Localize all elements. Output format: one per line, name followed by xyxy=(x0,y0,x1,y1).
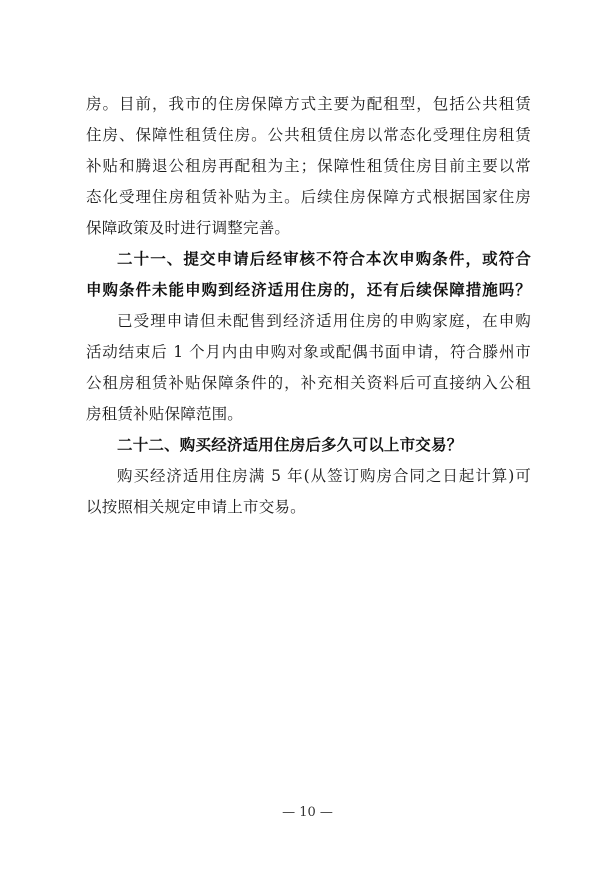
body-text-line: 活动结束后 1 个月内由申购对象或配偶书面申请，符合滕州市 xyxy=(86,343,531,361)
body-text-line: 购买经济适用住房满 5 年(从签订购房合同之日起计算)可 xyxy=(117,467,531,485)
section-heading: 申购条件未能申购到经济适用住房的，还有后续保障措施吗？ xyxy=(86,281,531,299)
body-text-line: 以按照相关规定申请上市交易。 xyxy=(86,498,306,516)
body-text-line: 房。目前，我市的住房保障方式主要为配租型，包括公共租赁 xyxy=(86,95,531,113)
section-heading: 二十二、购买经济适用住房后多久可以上市交易？ xyxy=(117,436,463,454)
body-text-line: 公租房租赁补贴保障条件的，补充相关资料后可直接纳入公租 xyxy=(86,374,531,392)
page-number: — 10 — xyxy=(282,805,333,820)
section-heading: 二十一、提交申请后经审核不符合本次申购条件，或符合 xyxy=(117,250,531,268)
body-text-line: 态化受理住房租赁补贴为主。后续住房保障方式根据国家住房 xyxy=(86,188,531,206)
body-text-line: 已受理申请但未配售到经济适用住房的申购家庭，在申购 xyxy=(117,312,531,330)
body-text-line: 补贴和腾退公租房再配租为主；保障性租赁住房目前主要以常 xyxy=(86,157,531,175)
body-text-line: 住房、保障性租赁住房。公共租赁住房以常态化受理住房租赁 xyxy=(86,126,531,144)
body-text-line: 保障政策及时进行调整完善。 xyxy=(86,219,291,237)
body-text-line: 房租赁补贴保障范围。 xyxy=(86,405,244,423)
